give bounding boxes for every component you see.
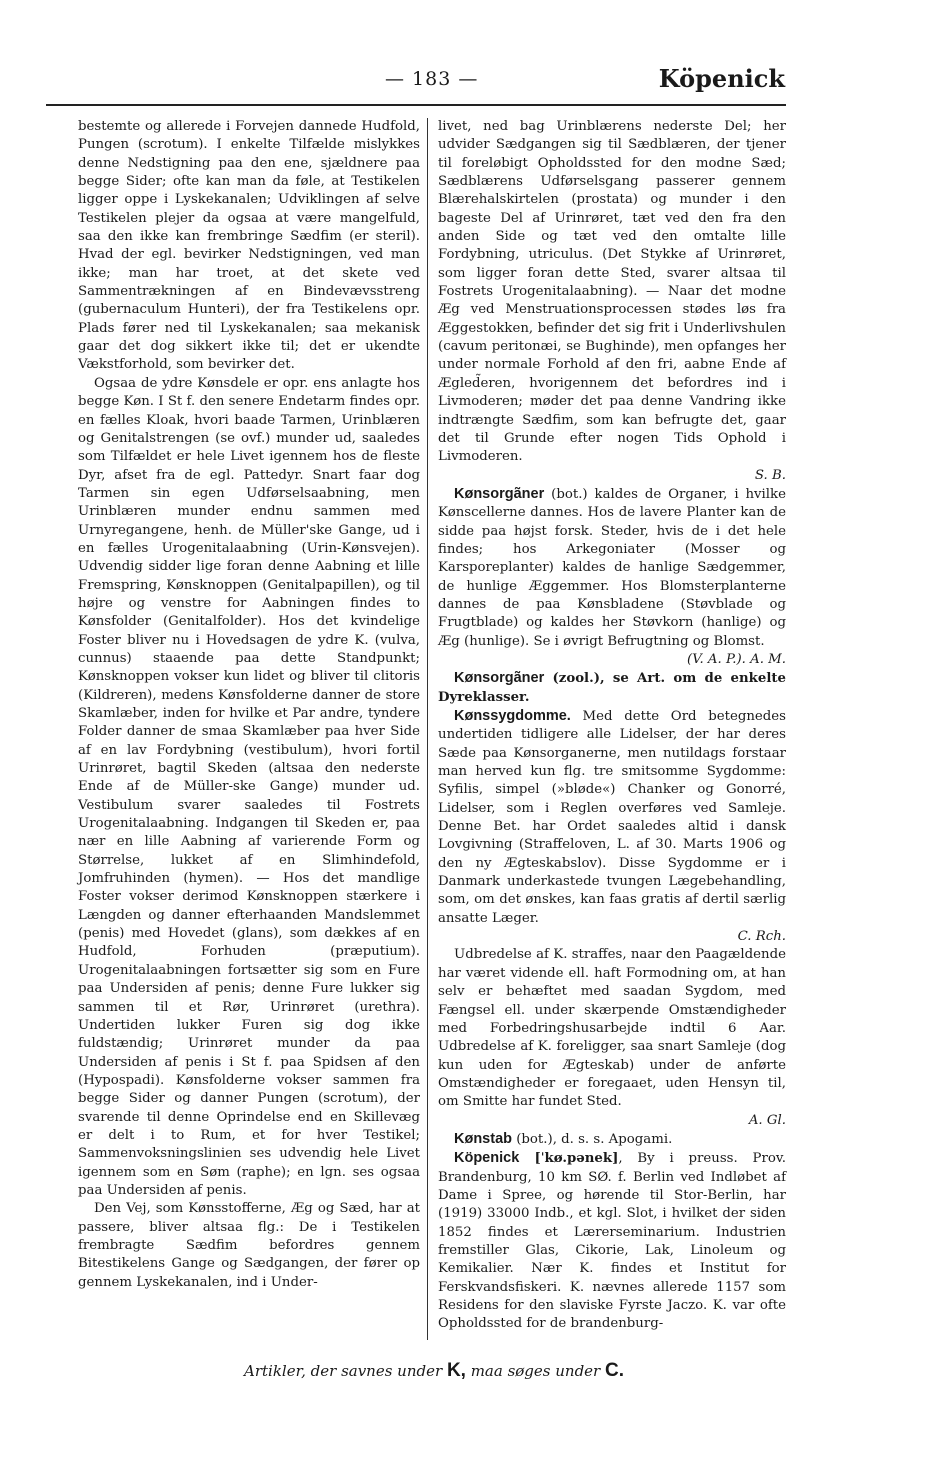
column-divider: [427, 118, 428, 1340]
headword: Kønsorgãner: [454, 670, 545, 687]
entry-text: (bot.) kaldes de Organer, i hvilke Kønscellerne dannes. Hos de lavere Planter kan de sidde paa højst forsk. Steder, hvis de i det hele findes; hos Arkegoniater (Mosser og Karsporeplanter) kaldes de hanlige Sædgemmer, de hunlige Æggemmer. Hos Blomsterplanterne dannes de paa Kønsbladene (Støvblade og Frugtblade) og kaldes her Støvkorn (hanlige) og Æg (hunlige). Se i øvrigt Befrugtning og Blomst.: [438, 486, 786, 649]
headword: Kønssygdomme.: [454, 708, 571, 724]
footer-note: [0, 1360, 868, 1382]
headword: Köpenick: [454, 1150, 520, 1167]
entry-text: (bot.), d. s. s. Apogami.: [512, 1131, 673, 1147]
entry-konstab: [438, 1130, 786, 1149]
footer-text: Artikler, der savnes under: [244, 1362, 447, 1380]
paragraph: Udbredelse af K. straffes, naar den Paagældende har været vidende ell. haft Formodning om, at han selv er behæftet med saadan Sygdom, med Fængsel ell. under skærpende Omstændigheder med Forbedringshusarbejde indtil 6 Aar. Udbredelse af K. foreligger, saa snart Samleje (dog kun uden for Ægteskab) under de anførte Omstændigheder er foregaaet, uden Hensyn til, om Smitte har fundet Sted.: [438, 947, 786, 1110]
entry-konssygdomme: [438, 707, 786, 928]
pronunciation: [ˈkø.pənek]: [519, 1151, 619, 1167]
signature: (V. A. P.). A. M.: [687, 651, 786, 667]
entry-text: (zool.), se Art. om de enkelte Dyreklasser.: [438, 671, 786, 705]
paragraph: Ogsaa de ydre Kønsdele er opr. ens anlagte hos begge Køn. I St f. den senere Endetarm findes opr. en fælles Kloak, hvori baade Tarmen, Urinblæren og Genitalstrengen (se ovf.) munder ud, saaledes som Tilfældet er hele Livet igennem hos de fleste Dyr, afset fra de egl. Pattedyr. Snart faar dog Tarmen sin egen Udførselsaabning, men Urinblæren munder endnu sammen med Urnyregangene, henh. de Müller'ske Gange, ud i en fælles Urogenitalaabning (Urin-Kønsvejen). Udvendig sidder lige foran denne Aabning et lille Fremspring, Kønsknoppen (Genitalpapillen), og til højre og venstre for Aabningen findes to Kønsfolder (Genitalfolder). Hos det kvindelige Foster bliver nu i Hovedsagen de ydre K. (vulva, cunnus) staaende paa dette Standpunkt; Kønsknoppen vokser kun lidet og bliver til clitoris (Kildreren), medens Kønsfolderne danner de store Skamlæber, inden for hvilke et Par andre, tyndere Folder danner de smaa Skamlæber paa hver Side af en lav Fordybning (vestibulum), hvori fortil Urinrøret, bagtil Skeden (altsaa den nederste Ende af de Müller-ske Gange) munder ud. Vestibulum svarer saaledes til Fostrets Urogenitalaabning. Indgangen til Skeden er, paa nær en lille Aabning af varierende Form og Størrelse, lukket af en Slimhindefold, Jomfruhinden (hymen). — Hos det mandlige Foster vokser derimod Kønsknoppen stærkere i Længden og danner efterhaanden Mandslemmet (penis) med Hovedet (glans), som dækkes af en Hudfold, Forhuden (præputium). Urogenitalaabningen fortsætter sig som en Fure paa Undersiden af penis; denne Fure lukker sig sammen til et Rør, Urinrøret (urethra). Undertiden lukker Furen sig dog ikke fuldstændig; Urinrøret munder da paa Undersiden af penis i St f. paa Spidsen af den (Hypospadi). Kønsfolderne vokser sammen fra begge Sider og danner Pungen (scrotum), der svarende til denne Oprindelse end en Skillevæg er delt i to Rum, et for hver Testikel; Sammenvoksningslinien ses udvendig hele Livet igennem som en Søm (raphe); en lgn. ses ogsaa paa Undersiden af penis.: [78, 375, 420, 1198]
headword: Kønstab: [454, 1130, 512, 1147]
footer-letter-c: C.: [605, 1360, 624, 1381]
signature: S. B.: [754, 467, 786, 483]
entry-text: Med dette Ord betegnedes undertiden tidligere alle Lidelser, der har deres Sæde paa Kønsorganerne, men nutildags forstaar man herved kun flg. tre smitsomme Sygdomme: Syfilis, simpel (»bløde«) Chanker og Gonorré, Lidelser, som i Reglen overføres ved Samleje. Denne Bet. har Ordet saaledes altid i dansk Lovgivning (Straffeloven, L. af 30. Marts 1906 og den ny Ægteskabslov). Disse Sygdomme er i Danmark underkastede tvungen Lægebehandling, som, om det ønskes, kan faas gratis af dertil særlig ansatte Læger.: [438, 709, 786, 926]
right-column: [438, 118, 786, 1334]
entry-konsorganer-bot: [438, 485, 786, 651]
running-head: Köpenick: [658, 64, 785, 93]
paragraph: Den Vej, som Kønsstofferne, Æg og Sæd, har at passere, bliver altsaa flg.: De i Testikelen frembragte Sædfim befordres gennem Bitestikelens Gange og Sædgangen, der fører op gennem Lyskekanalen, ind i Under-: [78, 1201, 420, 1290]
page-header: [40, 62, 785, 102]
left-column: [78, 118, 420, 1292]
signature: C. Rch.: [737, 929, 786, 945]
header-rule: [46, 104, 786, 106]
footer-text: maa søges under: [465, 1362, 605, 1380]
signature: A. Gl.: [748, 1112, 786, 1128]
footer-letter-k: K,: [446, 1360, 466, 1381]
entry-text: , By i preuss. Prov. Brandenburg, 10 km SØ. f. Berlin ved Indløbet af Dame i Spree, og hørende til Stor-Berlin, har (1919) 33000 Indb., et kgl. Slot, i hvilket der siden 1852 findes et Lærerseminarium. Industrien fremstiller Glas, Cikorie, Lak, Linoleum og Kemikalier. Nær K. findes et Institut for Ferskvandsfiskeri. K. nævnes allerede 1157 som Residens for den slaviske Fyrste Jaczo. K. var ofte Opholdssted for de brandenburg-: [438, 1151, 786, 1332]
paragraph: bestemte og allerede i Forvejen dannede Hudfold, Pungen (scrotum). I enkelte Tilfælde mislykkes denne Nedstigning paa den ene, sjældnere paa begge Sider; ofte kan man da føle, at Testikelen ligger oppe i Lyskekanalen; Udviklingen af selve Testikelen plejer da ogsaa at være mangelfuld, saa den ikke kan frembringe Sædfim (er steril). Hvad der egl. bevirker Nedstigningen, ved man ikke; man har troet, at det skete ved Sammentrækningen af en Bindevævsstreng (gubernaculum Hunteri), der fra Testikelens opr. Plads fører ned til Lyskekanalen; saa mekanisk gaar det dog sikkert ikke til; det er ukendte Vækstforhold, som bevirker det.: [78, 119, 420, 373]
page-number: — 183 —: [385, 68, 479, 90]
paragraph: livet, ned bag Urinblærens nederste Del; her udvider Sædgangen sig til Sædblæren, der tjener til foreløbigt Opholdssted for den modne Sæd; Sædblærens Udførselsgang passerer gennem Blærehalskirtelen (prostata) og munder i den bageste Del af Urinrøret, tæt ved den fra den anden Side og tæt ved den omtalte lille Fordybning, utriculus. (Det Stykke af Urinrøret, som ligger foran dette Sted, svarer altsaa til Fostrets Urogenitalaabning). — Naar det modne Æg ved Menstruationsprocessen stødes løs fra Æggestokken, befinder det sig frit i Underlivshulen (cavum peritonæi, se Bughinde), men opfanges her under normale Forhold af den fri, aabne Ende af Ægled̃eren, hvorigennem det befordres ind i Livmoderen; møder det paa denne Vandring ikke indtrængte Sædfim, som kan befrugte det, gaar det til Grunde efter nogen Tids Ophold i Livmoderen.: [438, 119, 786, 465]
entry-konsorganer-zool: [438, 669, 786, 707]
headword: Kønsorgãner: [454, 485, 545, 502]
entry-kopenick: [438, 1149, 786, 1333]
